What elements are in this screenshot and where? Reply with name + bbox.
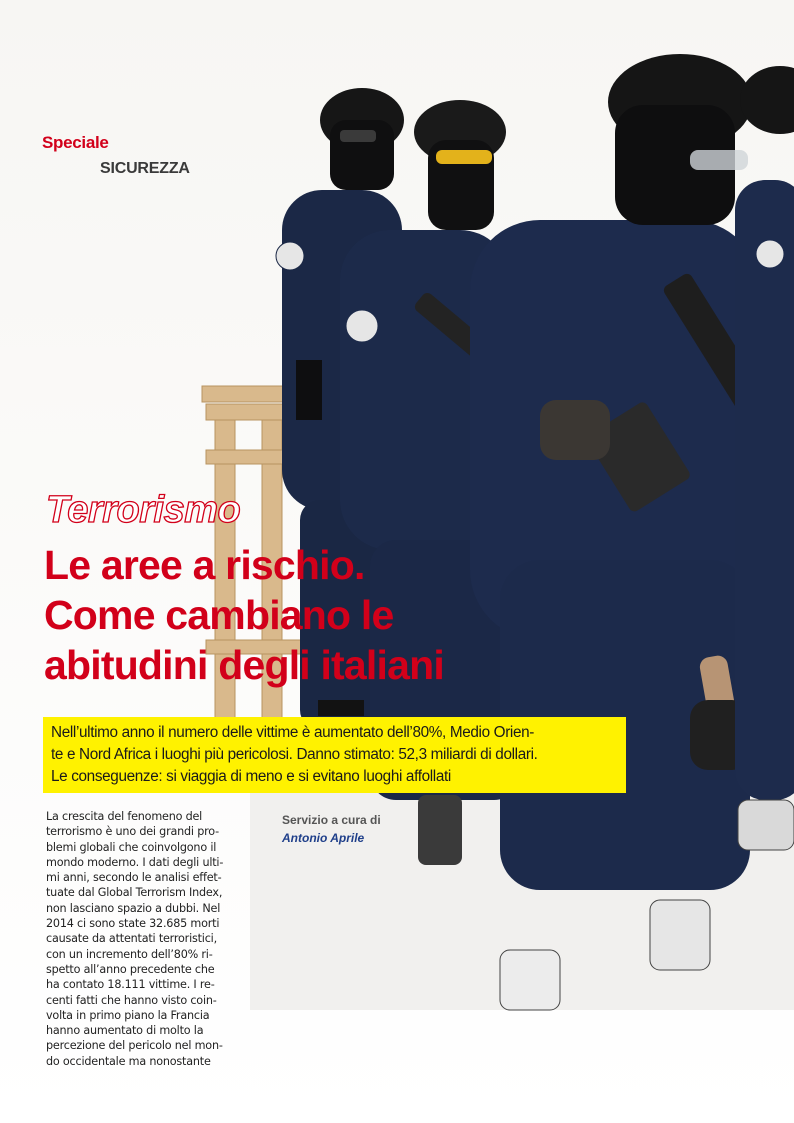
section-label: SICUREZZA [100,160,190,177]
headline-line: Le aree a rischio. [44,542,365,588]
body-line: mi anni, secondo le analisi effet- [46,871,222,885]
summary-line: te e Nord Africa i luoghi più pericolosi. Danno stimato: 52,3 miliardi di dollari. [51,746,538,763]
body-line: spetto all’anno precedente che [46,962,215,976]
body-line: non lasciano spazio a dubbi. Nel [46,901,221,915]
body-line: do occidentale ma nonostante [46,1054,211,1068]
body-line: percezione del pericolo nel mon- [46,1039,223,1053]
article-headline [44,540,644,690]
body-line: causate da attentati terroristici, [46,932,217,946]
kicker-label: Speciale [42,133,109,152]
summary-box [43,717,626,793]
body-line: 2014 ci sono state 32.685 morti [46,917,220,931]
body-line: terrorismo è uno dei grandi pro- [46,825,219,839]
headline-line: Come cambiano le [44,592,394,638]
body-line: ha contato 18.111 vittime. I re- [46,978,215,992]
body-line: volta in primo piano la Francia [46,1008,210,1022]
body-line: La crescita del fenomeno del [46,810,203,823]
article-body [46,809,248,1069]
body-line: blemi globali che coinvolgono il [46,840,217,854]
headline-line: abitudini degli italiani [44,642,444,688]
summary-line: Nell’ultimo anno il numero delle vittime è aumentato dell’80%, Medio Orien- [51,724,535,741]
byline-author: Antonio Aprile [282,831,365,845]
body-line: tuate dal Global Terrorism Index, [46,886,223,900]
summary-line: Le conseguenze: si viaggia di meno e si evitano luoghi affollati [51,768,451,785]
body-line: con un incremento dell’80% ri- [46,947,213,961]
body-line: mondo moderno. I dati degli ulti- [46,855,224,869]
byline-label: Servizio a cura di [282,813,381,827]
body-line: centi fatti che hanno visto coin- [46,993,217,1007]
article-overline: Terrorismo [46,489,241,531]
body-line: hanno aumentato di molto la [46,1024,204,1038]
